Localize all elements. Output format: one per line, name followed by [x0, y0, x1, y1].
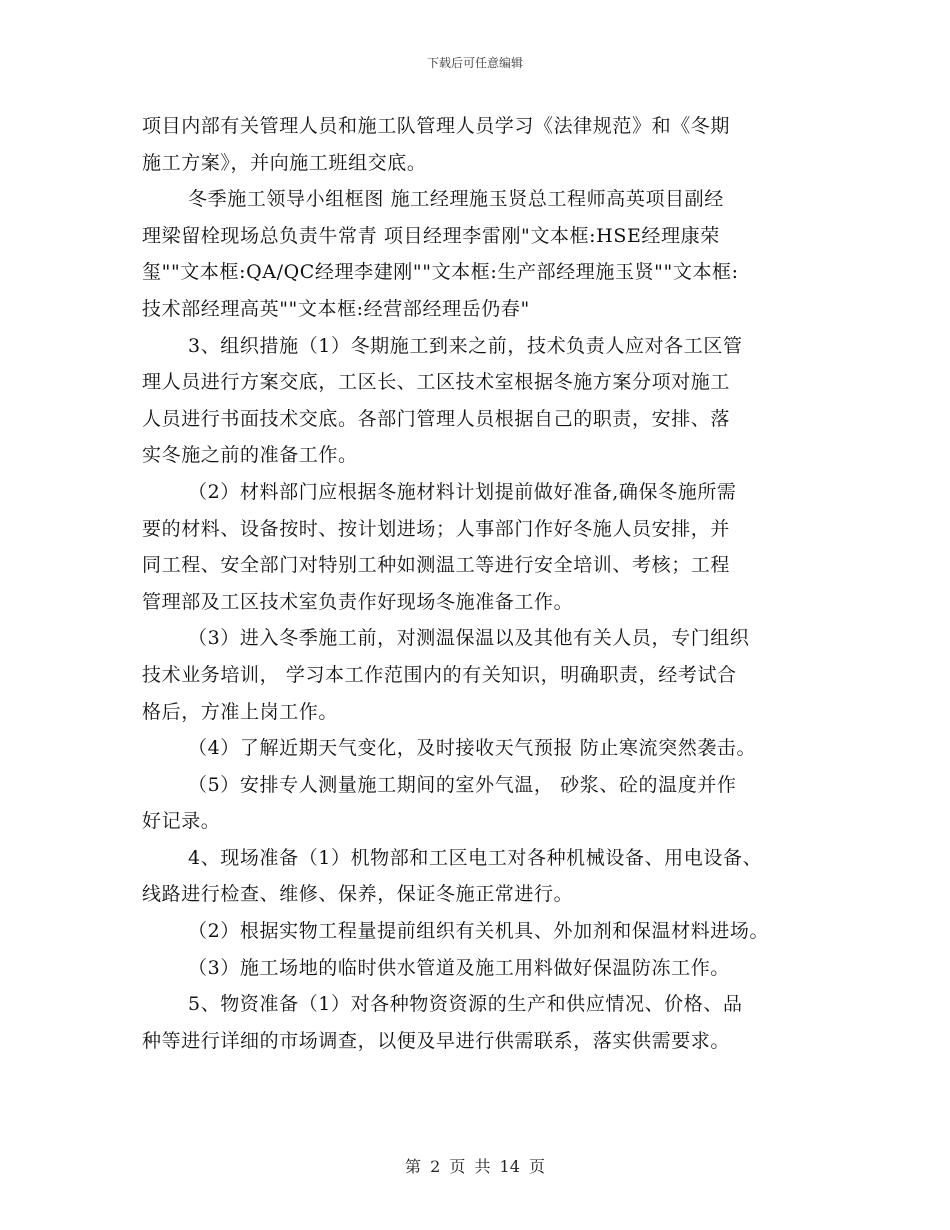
text-line: 4、现场准备（1）机物部和工区电工对各种机械设备、用电设备、	[188, 846, 763, 869]
text-line: 格后，方准上岗工作。	[142, 700, 339, 723]
text-line: （3）施工场地的临时供水管道及施工用料做好保温防冻工作。	[188, 956, 730, 979]
text-line: 人员进行书面技术交底。各部门管理人员根据自己的职责，安排、落	[142, 407, 731, 430]
text-line: （5）安排专人测量施工期间的室外气温， 砂浆、砼的温度并作	[188, 773, 737, 796]
text-line: 实冬施之前的准备工作。	[142, 444, 358, 467]
text-line: 玺""文本框:QA/QC经理李建刚""文本框:生产部经理施玉贤""文本框:	[142, 261, 739, 284]
text-line: （2）根据实物工程量提前组织有关机具、外加剂和保温材料进场。	[188, 920, 770, 943]
page-header: 下载后可任意编辑	[426, 56, 523, 70]
text-line: 理梁留栓现场总负责牛常青 项目经理李雷刚"文本框:HSE经理康荣	[142, 224, 720, 247]
text-line: 施工方案》，并向施工班组交底。	[142, 151, 427, 174]
text-line: （4）了解近期天气变化，及时接收天气预报 防止寒流突然袭击。	[188, 737, 757, 760]
text-line: （2）材料部门应根据冬施材料计划提前做好准备,确保冬施所需	[188, 480, 737, 503]
page-footer: 第 2 页 共 14 页	[405, 1157, 545, 1176]
text-line: 管理部及工区技术室负责作好现场冬施准备工作。	[142, 590, 574, 613]
text-line: 线路进行检查、维修、保养，保证冬施正常进行。	[142, 883, 574, 906]
text-line: 要的材料、设备按时、按计划进场；人事部门作好冬施人员安排，并	[142, 517, 731, 540]
text-line: 5、物资准备（1）对各种物资资源的生产和供应情况、价格、品	[188, 993, 743, 1016]
text-line: 3、组织措施（1）冬期施工到来之前，技术负责人应对各工区管	[188, 334, 743, 357]
text-line: （3）进入冬季施工前，对测温保温以及其他有关人员，专门组织	[188, 627, 750, 650]
text-line: 冬季施工领导小组框图 施工经理施玉贤总工程师高英项目副经	[188, 188, 724, 211]
text-line: 种等进行详细的市场调查，以便及早进行供需联系，落实供需要求。	[142, 1029, 731, 1052]
text-line: 理人员进行方案交底，工区长、工区技术室根据冬施方案分项对施工	[142, 371, 731, 394]
text-line: 项目内部有关管理人员和施工队管理人员学习《法律规范》和《冬期	[142, 115, 731, 137]
text-line: 好记录。	[142, 810, 221, 833]
document-body	[142, 108, 814, 1059]
text-line: 技术部经理高英""文本框:经营部经理岳仍春"	[142, 297, 530, 320]
text-line: 同工程、安全部门对特别工种如测温工等进行安全培训、考核；工程	[142, 554, 731, 577]
text-line: 技术业务培训， 学习本工作范围内的有关知识，明确职责，经考试合	[142, 663, 737, 686]
